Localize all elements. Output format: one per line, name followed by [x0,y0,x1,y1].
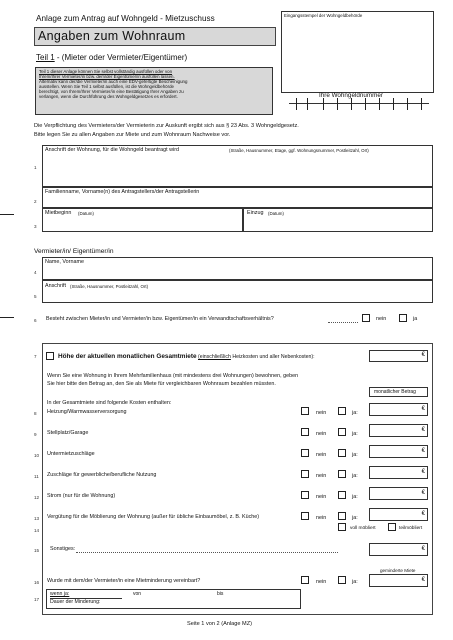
form-title: Anlage zum Antrag auf Wohngeld - Mietzuschuss [36,14,215,23]
parking-no-checkbox[interactable] [301,428,309,436]
landlord-heading: Vermieter/in/ Eigentümer/in [34,248,114,255]
furnishing-no-checkbox[interactable] [301,512,309,520]
parking-yes-checkbox[interactable] [338,428,346,436]
info-box [35,67,273,115]
info-line: Alternativ kann der/die Vermieter/in auch eine EDV-gefertigte Bescheinigung [39,79,188,84]
rent-reduction-question: Wurde mit dem/der Vermieter/in eine Mietminderung vereinbart? [47,578,201,584]
furnishing-yes-label: ja: [352,515,358,521]
row-number-11: 11 [34,474,39,479]
rent-section-marker [46,352,54,360]
row-number-2: 2 [34,199,37,204]
row-number-6: 6 [34,318,37,323]
lease-start-field[interactable] [42,208,243,232]
electricity-amount-input[interactable] [369,487,428,500]
from-label: von [133,591,142,597]
digit-separator [407,98,408,110]
heating-no-label: nein [316,410,327,416]
row-number-9: 9 [34,432,37,437]
parking-yes-label: ja: [352,431,358,437]
wohngeldnummer-field[interactable] [289,90,429,112]
included-costs-label: In der Gesamtmiete sind folgende Kosten enthalten: [47,400,172,406]
rent-heading-sub2: Heizkosten und aller Nebenkosten): [232,354,315,360]
partly-furnished-label: teilmöbliert [399,526,423,531]
landlord-address-hint: (Straße, Hausnummer, Postleitzahl, Ort) [70,284,149,289]
landlord-name-field[interactable] [42,257,433,280]
euro-symbol: € [421,469,425,475]
monthly-amount-label: monatlicher Betrag [374,389,416,395]
reduced-rent-label: geminderte Miete [380,568,416,573]
other-costs-amount-input[interactable] [369,543,428,556]
stamp-box [281,11,434,93]
lease-start-label: Mietbeginn [45,210,72,216]
main-title-banner [34,27,276,46]
move-in-field[interactable] [243,208,433,232]
euro-symbol: € [421,352,425,358]
other-costs-line [76,552,338,553]
digit-separator [351,98,352,110]
partly-furnished-checkbox[interactable] [388,523,396,531]
euro-symbol: € [421,511,425,517]
applicant-name-label: Familienname, Vorname(n) des Antragstellers/der Antragstellerin [45,189,200,195]
intro-line-1: Die Verpflichtung des Vermieters/der Vermieterin zur Auskunft ergibt sich aus § 23 Abs. 3 Wohngeldgesetz. [34,123,299,129]
digit-separator [393,98,394,110]
digit-separator [337,98,338,110]
landlord-address-field[interactable] [42,280,433,303]
subletting-amount-input[interactable] [369,445,428,458]
part-heading [36,53,187,62]
rent-heading-title: Höhe der aktuellen monatlichen Gesamtmiete [58,353,197,360]
digit-separator [421,98,422,110]
electricity-no-label: nein [316,494,327,500]
relationship-yes-checkbox[interactable] [399,314,407,322]
electricity-no-checkbox[interactable] [301,491,309,499]
stamp-label: Eingangsstempel der Wohngeldbehörde [284,13,363,18]
rent-reduction-yes-checkbox[interactable] [338,576,346,584]
move-in-hint: (Datum) [268,211,284,216]
address-label: Anschrift der Wohnung, für die Wohngeld beantragt wird [45,147,180,153]
row-number-16: 16 [34,580,40,585]
fully-furnished-checkbox[interactable] [338,523,346,531]
total-rent-input[interactable] [369,350,428,362]
heating-amount-input[interactable] [369,403,428,416]
page-footer: Seite 1 von 2 (Anlage MZ) [187,621,252,627]
relationship-yes-label: ja [413,316,418,322]
commercial-use-label: Zuschläge für gewerbliche/berufliche Nutzung [47,472,157,478]
rent-note-1: Wenn Sie eine Wohnung in Ihrem Mehrfamilienhaus (mit mindestens drei Wohnungen) bewohnen, geben [47,373,299,379]
heating-label: Heizung/Warmwasserversorgung [47,409,127,415]
address-hint: (Straße, Hausnummer, Etage, ggf. Wohnungsnummer, Postleitzahl, Ort) [229,148,369,153]
landlord-address-label: Anschrift [45,283,66,289]
row-number-1: 1 [34,165,37,170]
rent-reduction-yes-label: ja: [352,579,358,585]
subletting-yes-checkbox[interactable] [338,449,346,457]
furnishing-label: Vergütung für die Möblierung der Wohnung (außer für übliche Einbaumöbel, z. B. Küche) [47,514,260,520]
duration-label: Dauer der Minderung: [50,599,101,605]
move-in-label: Einzug [247,210,264,216]
furnishing-no-label: nein [316,515,327,521]
applicant-name-field[interactable] [42,187,433,208]
relationship-leader [328,322,358,323]
intro-line-2: Bitte legen Sie zu allen Angaben zur Miete und zum Wohnraum Nachweise vor. [34,132,231,138]
commercial-use-amount-input[interactable] [369,466,428,479]
rent-reduction-no-checkbox[interactable] [301,576,309,584]
row-number-13: 13 [34,516,40,521]
if-yes-label: wenn ja: [50,591,70,597]
digit-separator [379,98,380,110]
relationship-no-label: nein [376,316,387,322]
margin-fold-mark-bottom [0,317,14,318]
rent-heading-sub1: (einschließlich [198,354,231,360]
part-label: Teil 1 [36,53,55,62]
row-number-10: 10 [34,453,40,458]
commercial-use-yes-checkbox[interactable] [338,470,346,478]
reduced-rent-amount-input[interactable] [369,574,428,587]
heating-yes-label: ja: [352,410,358,416]
row-number-7: 7 [34,354,37,359]
rent-heading [58,353,315,360]
digit-separator [296,98,297,110]
monthly-amount-header [369,387,428,397]
info-line: Ihrem/Ihrer Vermieter/in bzw. dem/der Eigentümer/in ausfüllen lassen. [39,74,175,79]
row-number-4: 4 [34,270,37,275]
wohngeldnummer-baseline [289,103,429,104]
fully-furnished-label: voll möbliert [350,526,376,531]
commercial-use-no-checkbox[interactable] [301,470,309,478]
euro-symbol: € [421,406,425,412]
rent-note-2: Sie hier bitte den Betrag an, den Sie als Miete für vergleichbaren Wohnraum bezahlen müssten. [47,381,276,387]
lease-start-hint: (Datum) [78,211,94,216]
duration-underline [50,598,122,599]
heating-no-checkbox[interactable] [301,407,309,415]
info-line: verlangen, wenn die Durchführung des Wohngeldgesetzes es erfordert. [39,94,178,99]
subletting-no-checkbox[interactable] [301,449,309,457]
reduction-period-box[interactable] [46,589,301,609]
relationship-question: Besteht zwischen Mieter/in und Vermieter/in bzw. Eigentümer/in ein Verwandtschaftsverhältnis? [46,316,274,322]
relationship-no-checkbox[interactable] [362,314,370,322]
subletting-label: Untermietzuschläge [47,451,95,457]
euro-symbol: € [421,546,425,552]
part-description: - (Mieter oder Vermieter/Eigentümer) [56,53,188,62]
row-number-5: 5 [34,294,37,299]
parking-amount-input[interactable] [369,424,428,437]
furnishing-yes-checkbox[interactable] [338,512,346,520]
digit-separator [365,98,366,110]
heating-yes-checkbox[interactable] [338,407,346,415]
digit-separator [323,98,324,110]
subletting-no-label: nein [316,452,327,458]
row-number-14: 14 [34,528,40,533]
euro-symbol: € [421,427,425,433]
wohngeldnummer-label: Ihre Wohngeldnummer [319,92,383,99]
parking-no-label: nein [316,431,327,437]
info-line: ausstellen. Wenn Sie Teil 1 selbst ausfüllen, ist die Wohngeldbehörde [39,84,174,89]
address-field[interactable] [42,145,433,187]
electricity-yes-checkbox[interactable] [338,491,346,499]
subletting-yes-label: ja: [352,452,358,458]
euro-symbol: € [421,448,425,454]
electricity-label: Strom (nur für die Wohnung) [47,493,116,499]
main-title: Angaben zum Wohnraum [38,29,186,43]
row-number-15: 15 [34,548,40,553]
other-costs-label: Sonstiges: [50,546,76,552]
commercial-use-yes-label: ja: [352,473,358,479]
commercial-use-no-label: nein [316,473,327,479]
euro-symbol: € [421,577,425,583]
row-number-12: 12 [34,495,40,500]
electricity-yes-label: ja: [352,494,358,500]
furnishing-amount-input[interactable] [369,508,428,521]
info-line: Teil 1 dieser Anlage können Sie selbst vollständig ausfüllen oder von [39,69,173,74]
parking-label: Stellplatz/Garage [47,430,89,436]
info-line: berechtigt, von Ihrem/Ihrer Vermieter/in eine Bestätigung Ihrer Angaben zu [39,89,184,94]
to-label: bis [217,591,224,597]
rent-reduction-no-label: nein [316,579,327,585]
digit-separator [307,98,308,110]
margin-fold-mark-top [0,214,14,215]
row-number-3: 3 [34,224,37,229]
row-number-8: 8 [34,411,37,416]
row-number-17: 17 [34,597,40,602]
landlord-name-label: Name, Vorname [45,259,84,265]
euro-symbol: € [421,490,425,496]
